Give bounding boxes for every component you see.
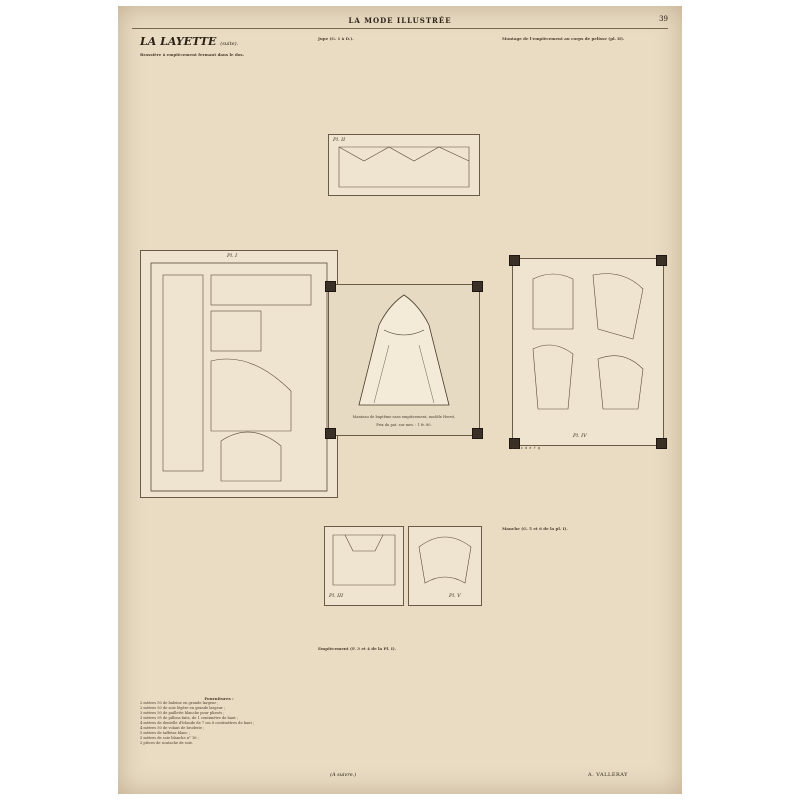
- supply-item: 3 mètres 50 de paillette blanche pour plissés ;: [140, 711, 225, 715]
- ornament-corner: [472, 281, 483, 292]
- supply-item: 2 mètres 50 de baleine en grande largeur ;: [140, 701, 219, 705]
- plate-4-label: Pl. IV: [573, 433, 587, 439]
- supplies-block: [140, 696, 298, 746]
- column-middle: [318, 36, 488, 41]
- ornament-corner: [509, 255, 520, 266]
- gown-caption-2: Prix du pat. sur mes. : 1 fr. 80.: [376, 423, 432, 427]
- article-title-text: LA LAYETTE: [140, 35, 217, 48]
- ornament-corner: [325, 281, 336, 292]
- christening-gown-engraving: [328, 284, 480, 436]
- plate-5-pattern: [408, 526, 482, 606]
- supply-item: 5 mètres de soie blanche n° 16 ;: [140, 736, 199, 740]
- supplies-heading: Fournitures :: [204, 696, 234, 701]
- plate-4-pattern: [512, 258, 664, 446]
- plate-5-label: Pl. V: [449, 593, 461, 599]
- plate-1-pattern: [140, 250, 338, 498]
- masthead: LA MODE ILLUSTRÉE: [348, 16, 452, 25]
- subhead-manche: Manche (G. 5 et 6 de la pl. I).: [502, 526, 568, 531]
- plate-1-drawing: [141, 251, 337, 497]
- pattern-code-line: [512, 446, 662, 451]
- supply-item: 2 mètres 50 de soie légère en grande largeur ;: [140, 706, 226, 710]
- plate-2-label: Pl. II: [333, 137, 346, 143]
- plate-1-label: Pl. I: [227, 253, 238, 259]
- supply-item: 2 pièces de soutache de soie.: [140, 741, 194, 745]
- plate-3-pattern: [324, 526, 404, 606]
- plate-4-drawing: [513, 259, 663, 429]
- supply-item: 4 mètres 50 de volant de broderie ;: [140, 726, 205, 730]
- page-number: 39: [659, 15, 668, 23]
- to-be-continued: (A suivre.): [330, 772, 357, 778]
- gown-drawing: [329, 285, 479, 413]
- plate-2-drawing: [329, 135, 479, 195]
- pattern-codes: a b c d e f g: [512, 446, 541, 450]
- plate-2-pattern: [328, 134, 480, 196]
- subhead-jupe: Jupe (G. 1 à D.).: [318, 36, 354, 41]
- middle-lower-text: [318, 646, 488, 651]
- author-signature: A. VALLERAY: [588, 772, 628, 778]
- newspaper-page: [118, 6, 682, 794]
- gown-caption-1: Manteau de baptême sans empiècement, modèle Hervé,: [352, 415, 456, 419]
- plate-3-drawing: [325, 527, 403, 591]
- subhead-montage: Montage de l'empiècement au corps de pelisse (pl. II).: [502, 36, 625, 41]
- masthead-rule: [132, 28, 668, 29]
- ornament-corner: [656, 255, 667, 266]
- column-left: [140, 36, 298, 57]
- supply-item: 3 mètres 95 de pillons faits, de 1 centimètre de haut ;: [140, 716, 239, 720]
- article-title-suffix: (suite).: [220, 41, 239, 47]
- article-title: [140, 36, 298, 50]
- right-lower-text: [502, 526, 664, 531]
- article-lead: Brassière à empiècement fermant dans le dos.: [140, 52, 245, 57]
- subhead-empiecement: Empiècement (F. 3 et 4 de la Pl. I).: [318, 646, 397, 651]
- plate-3-label: Pl. III: [329, 593, 344, 599]
- ornament-corner: [472, 428, 483, 439]
- supply-item: 4 mètres de dentelle d'Irlande de 7 cm 8 centimètres de haut ;: [140, 721, 255, 725]
- supply-item: 5 mètres de taffetas blanc ;: [140, 731, 190, 735]
- column-right: [502, 36, 664, 41]
- plate-5-drawing: [409, 527, 481, 591]
- ornament-corner: [325, 428, 336, 439]
